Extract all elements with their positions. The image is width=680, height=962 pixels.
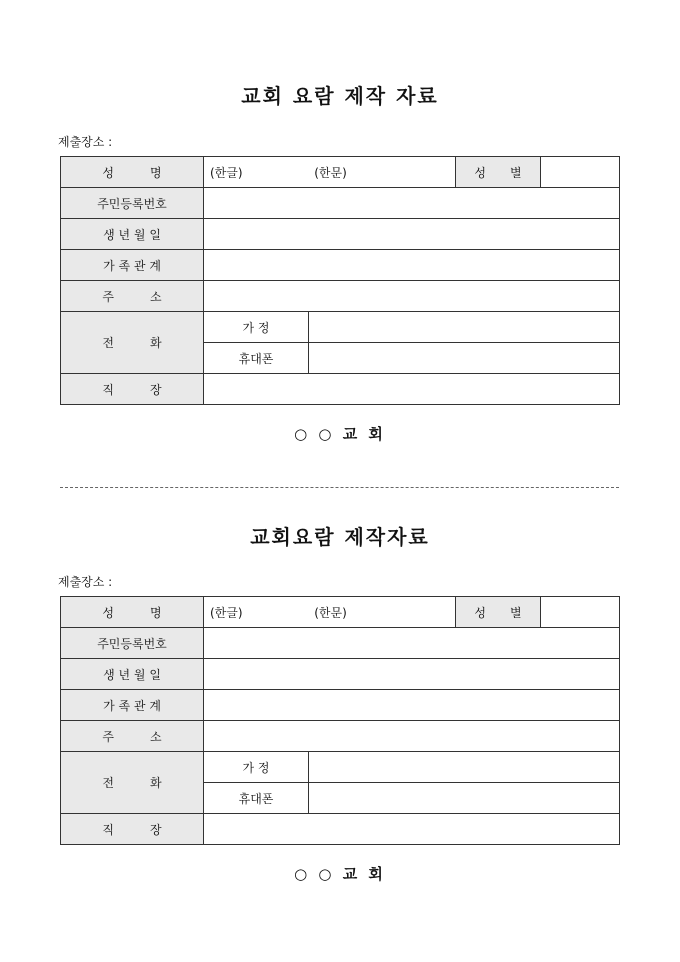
name-field[interactable] (204, 157, 456, 188)
work-label: 직 장 (61, 814, 204, 845)
korean-name-label: (한글) (210, 605, 243, 620)
gender-label: 성 별 (456, 157, 541, 188)
address-field[interactable] (204, 721, 620, 752)
row-birth (61, 659, 620, 690)
row-phone-home (61, 312, 620, 343)
id-label: 주민등록번호 (61, 188, 204, 219)
family-field[interactable] (204, 690, 620, 721)
row-birth (61, 219, 620, 250)
form-title: 교회 요람 제작 자료 (241, 84, 439, 108)
row-address (61, 281, 620, 312)
birth-label: 생 년 월 일 (61, 659, 204, 690)
family-label: 가 족 관 계 (61, 690, 204, 721)
home-phone-field[interactable] (309, 312, 620, 343)
family-field[interactable] (204, 250, 620, 281)
korean-name-label: (한글) (210, 165, 243, 180)
address-label: 주 소 (61, 721, 204, 752)
church-name: ○ ○ 교 회 (294, 865, 386, 883)
mobile-phone-field[interactable] (309, 343, 620, 374)
row-id (61, 188, 620, 219)
hanja-name-label: (한문) (314, 165, 347, 180)
home-phone-label: 가 정 (204, 312, 309, 343)
home-phone-field[interactable] (309, 752, 620, 783)
birth-field[interactable] (204, 219, 620, 250)
row-family (61, 250, 620, 281)
id-label: 주민등록번호 (61, 628, 204, 659)
cut-line-divider (60, 487, 619, 488)
submit-place-label: 제출장소 : (58, 575, 113, 589)
info-table (60, 156, 620, 405)
phone-label: 전 화 (61, 752, 204, 814)
name-label: 성 명 (61, 597, 204, 628)
id-field[interactable] (204, 188, 620, 219)
hanja-name-label: (한문) (314, 605, 347, 620)
info-table (60, 596, 620, 845)
mobile-phone-label: 휴대폰 (204, 343, 309, 374)
address-label: 주 소 (61, 281, 204, 312)
row-phone-home (61, 752, 620, 783)
row-address (61, 721, 620, 752)
id-field[interactable] (204, 628, 620, 659)
mobile-phone-field[interactable] (309, 783, 620, 814)
home-phone-label: 가 정 (204, 752, 309, 783)
row-family (61, 690, 620, 721)
name-field[interactable] (204, 597, 456, 628)
row-id (61, 628, 620, 659)
gender-label: 성 별 (456, 597, 541, 628)
address-field[interactable] (204, 281, 620, 312)
birth-label: 생 년 월 일 (61, 219, 204, 250)
work-label: 직 장 (61, 374, 204, 405)
work-field[interactable] (204, 374, 620, 405)
phone-label: 전 화 (61, 312, 204, 374)
gender-field[interactable] (541, 157, 620, 188)
work-field[interactable] (204, 814, 620, 845)
birth-field[interactable] (204, 659, 620, 690)
family-label: 가 족 관 계 (61, 250, 204, 281)
form-title: 교회요람 제작자료 (250, 525, 430, 549)
mobile-phone-label: 휴대폰 (204, 783, 309, 814)
row-name (61, 597, 620, 628)
gender-field[interactable] (541, 597, 620, 628)
row-name (61, 157, 620, 188)
row-work (61, 374, 620, 405)
church-name: ○ ○ 교 회 (294, 425, 386, 443)
submit-place-label: 제출장소 : (58, 135, 113, 149)
name-label: 성 명 (61, 157, 204, 188)
row-work (61, 814, 620, 845)
